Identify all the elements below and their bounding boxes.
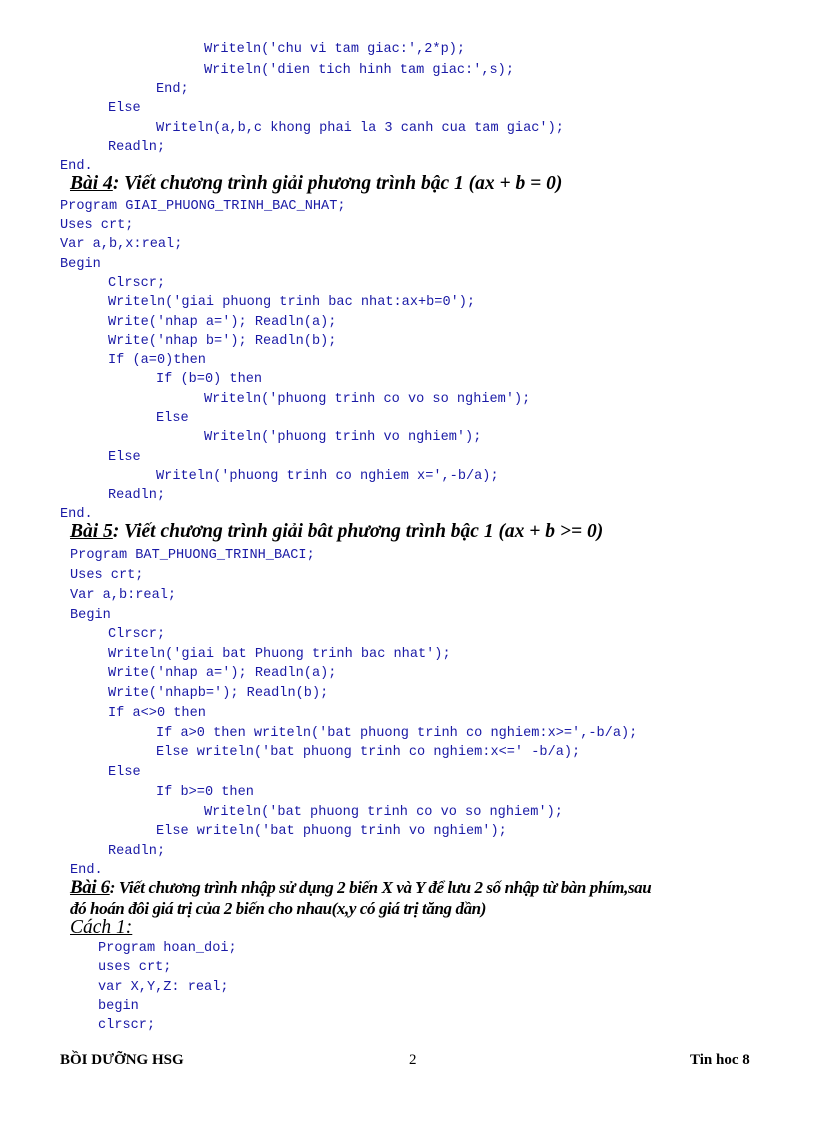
code-line: Else (108, 450, 141, 465)
code-line: Else writeln('bat phuong trinh co nghiem:x<=' -b/a); (156, 745, 581, 760)
exercise-4-label: Bài 4 (70, 173, 113, 194)
code-line: Write('nhap b='); Readln(b); (108, 334, 337, 349)
code-line: End. (60, 159, 93, 174)
code-line: Writeln('giai phuong trinh bac nhat:ax+b=0'); (108, 295, 476, 310)
code-line: Writeln('phuong trinh co nghiem x=',-b/a); (156, 469, 499, 484)
exercise-4-title: : Viết chương trình giải phương trình bậc 1 (ax + b = 0) (112, 173, 563, 194)
code-line: End; (156, 82, 189, 97)
code-line: Writeln('dien tich hinh tam giac:',s); (204, 63, 514, 78)
code-line: Else (108, 765, 141, 780)
code-line: Begin (70, 608, 111, 623)
exercise-4-heading (70, 173, 562, 195)
code-line: Writeln('giai bat Phuong trinh bac nhat'); (108, 647, 451, 662)
exercise-5-label: Bài 5 (70, 521, 113, 542)
code-line: Uses crt; (60, 218, 134, 233)
code-line: clrscr; (98, 1018, 156, 1033)
code-line: Clrscr; (108, 627, 166, 642)
code-line: If (a=0)then (108, 353, 206, 368)
code-line: If b>=0 then (156, 785, 254, 800)
exercise-6-label: Bài 6 (70, 877, 110, 898)
footer-right: Tin hoc 8 (690, 1052, 750, 1068)
code-line: If a<>0 then (108, 706, 206, 721)
code-line: Writeln('chu vi tam giac:',2*p); (204, 42, 466, 57)
code-line: End. (60, 507, 93, 522)
exercise-5-title: : Viết chương trình giải bât phương trình bậc 1 (ax + b >= 0) (112, 521, 604, 542)
code-line: Program GIAI_PHUONG_TRINH_BAC_NHAT; (60, 199, 346, 214)
code-line: Readln; (108, 140, 166, 155)
code-line: Else (108, 101, 141, 116)
code-line: If (b=0) then (156, 372, 263, 387)
code-line: Writeln(a,b,c khong phai la 3 canh cua tam giac'); (156, 121, 564, 136)
code-line: Readln; (108, 488, 166, 503)
code-line: Var a,b:real; (70, 588, 177, 603)
exercise-6-title-line2: đó hoán đôi giá trị của 2 biến cho nhau(x,y có giá trị tăng dần) (70, 899, 486, 918)
code-line: Else writeln('bat phuong trinh vo nghiem'); (156, 824, 507, 839)
code-line: Uses crt; (70, 568, 144, 583)
footer-left: BỒI DƯỠNG HSG (60, 1052, 184, 1068)
code-line: End. (70, 863, 103, 878)
exercise-6-title-line1: : Viết chương trình nhập sử dụng 2 biến X và Y để lưu 2 số nhập từ bàn phím,sau (109, 878, 652, 897)
code-line: Program hoan_doi; (98, 941, 237, 956)
code-line: Write('nhap a='); Readln(a); (108, 315, 337, 330)
code-line: Begin (60, 257, 101, 272)
code-line: Writeln('phuong trinh vo nghiem'); (204, 430, 482, 445)
code-line: If a>0 then writeln('bat phuong trinh co nghiem:x>=',-b/a); (156, 726, 638, 741)
code-line: Program BAT_PHUONG_TRINH_BACI; (70, 548, 315, 563)
code-line: var X,Y,Z: real; (98, 980, 229, 995)
exercise-5-heading (70, 521, 603, 543)
exercise-6-heading (70, 878, 651, 898)
page-number: 2 (409, 1052, 417, 1068)
code-line: Var a,b,x:real; (60, 237, 183, 252)
code-line: Clrscr; (108, 276, 166, 291)
code-line: uses crt; (98, 960, 172, 975)
code-line: Write('nhap a='); Readln(a); (108, 666, 337, 681)
code-line: Writeln('phuong trinh co vo so nghiem'); (204, 392, 531, 407)
code-line: begin (98, 999, 139, 1014)
code-line: Readln; (108, 844, 166, 859)
code-line: Else (156, 411, 189, 426)
code-line: Write('nhapb='); Readln(b); (108, 686, 329, 701)
method-1-subheading: Cách 1: (70, 917, 133, 938)
code-line: Writeln('bat phuong trinh co vo so nghiem'); (204, 805, 563, 820)
